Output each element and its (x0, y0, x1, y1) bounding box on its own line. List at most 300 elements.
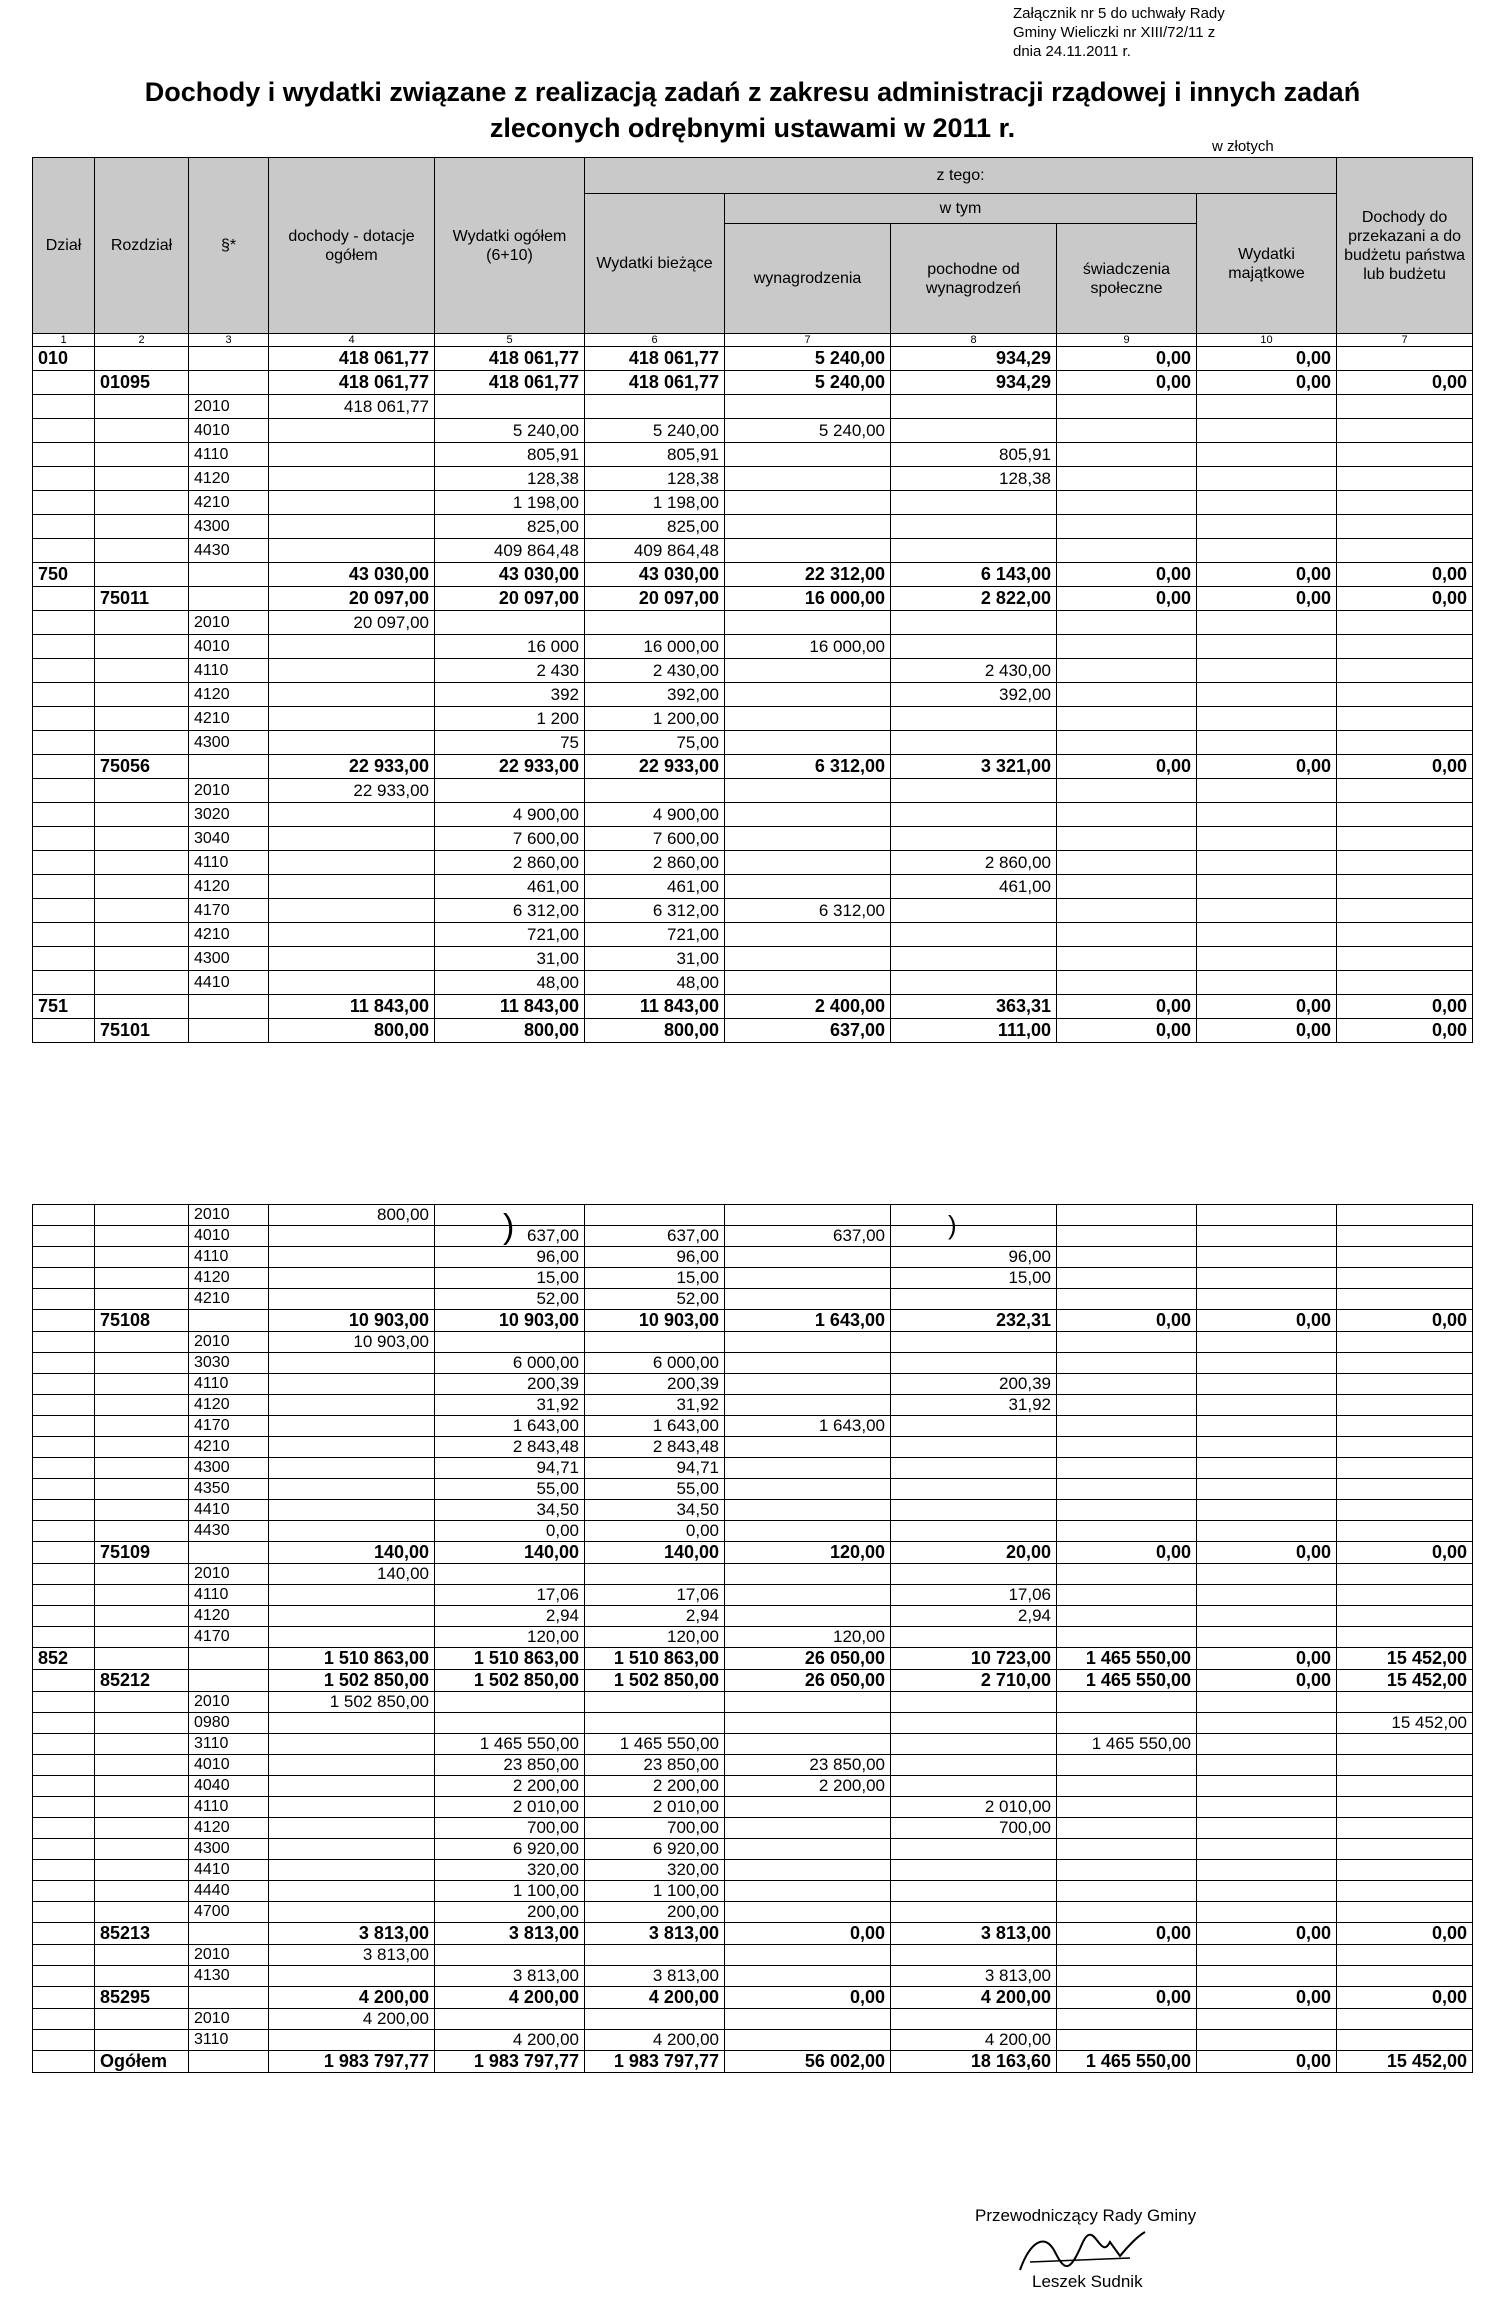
table-cell: 4210 (189, 491, 269, 515)
table-cell (1057, 851, 1197, 875)
table-cell (269, 1839, 435, 1860)
table-cell (1197, 1374, 1337, 1395)
table-cell: 55,00 (585, 1479, 725, 1500)
table-cell: 75109 (95, 1542, 189, 1564)
table-cell: 20 097,00 (269, 611, 435, 635)
col-z-tego: z tego: (585, 158, 1337, 194)
table-cell (1197, 1416, 1337, 1437)
table-cell: 3 813,00 (891, 1923, 1057, 1945)
table-cell (1057, 2009, 1197, 2030)
table-cell (33, 1019, 95, 1043)
table-cell: 0,00 (1337, 587, 1473, 611)
signature-role: Przewodniczący Rady Gminy (975, 2206, 1197, 2225)
table-cell (189, 371, 269, 395)
table-cell: 4210 (189, 707, 269, 731)
table-cell: 200,39 (891, 1374, 1057, 1395)
table-row (33, 1458, 1473, 1479)
table-cell (269, 1860, 435, 1881)
table-cell (1337, 947, 1473, 971)
table-cell: 461,00 (585, 875, 725, 899)
table-row (33, 827, 1473, 851)
table-cell: 852 (33, 1648, 95, 1670)
table-cell (1337, 1839, 1473, 1860)
table-row (33, 1776, 1473, 1797)
table-cell: 1 465 550,00 (1057, 1648, 1197, 1670)
table-cell: 2 710,00 (891, 1670, 1057, 1692)
table-cell: 0,00 (1197, 1542, 1337, 1564)
table-cell (1197, 779, 1337, 803)
table-cell: 4010 (189, 1755, 269, 1776)
table-cell (95, 995, 189, 1019)
column-number: 1 (33, 334, 95, 347)
table-cell: 111,00 (891, 1019, 1057, 1043)
table-cell (891, 1416, 1057, 1437)
table-cell (95, 1839, 189, 1860)
table-cell: 4350 (189, 1479, 269, 1500)
table-cell: 4120 (189, 1395, 269, 1416)
table-cell (269, 1437, 435, 1458)
table-cell: 637,00 (725, 1226, 891, 1247)
table-cell (33, 1713, 95, 1734)
table-cell: 800,00 (585, 1019, 725, 1043)
table-cell (33, 1437, 95, 1458)
table-cell (1337, 1606, 1473, 1627)
table-cell: 4300 (189, 515, 269, 539)
table-cell (269, 1374, 435, 1395)
table-cell: 6 312,00 (725, 755, 891, 779)
table-cell (1337, 395, 1473, 419)
table-cell (269, 1776, 435, 1797)
table-row (33, 1289, 1473, 1310)
table-cell: 4210 (189, 923, 269, 947)
table-cell: 15 452,00 (1337, 1648, 1473, 1670)
table-cell (1197, 707, 1337, 731)
table-cell (1197, 1226, 1337, 1247)
table-cell (1337, 875, 1473, 899)
table-cell (33, 923, 95, 947)
table-cell: 31,92 (891, 1395, 1057, 1416)
table-cell (1197, 1902, 1337, 1923)
table-cell (33, 1776, 95, 1797)
table-cell: 128,38 (585, 467, 725, 491)
table-cell (1337, 1585, 1473, 1606)
table-cell: 4 200,00 (585, 2030, 725, 2051)
table-cell (33, 803, 95, 827)
table-cell (189, 347, 269, 371)
table-cell (725, 707, 891, 731)
table-cell (1337, 1289, 1473, 1310)
table-cell (269, 443, 435, 467)
table-row (33, 443, 1473, 467)
table-cell (1197, 803, 1337, 827)
table-cell: 0,00 (1057, 755, 1197, 779)
table-cell (725, 923, 891, 947)
table-cell (1197, 611, 1337, 635)
table-cell (1057, 1416, 1197, 1437)
table-cell: 805,91 (891, 443, 1057, 467)
table-cell: 43 030,00 (585, 563, 725, 587)
table-cell (95, 491, 189, 515)
table-row (33, 683, 1473, 707)
table-cell (1337, 1755, 1473, 1776)
table-cell: 96,00 (435, 1247, 585, 1268)
table-cell (725, 2030, 891, 2051)
table-cell (435, 1332, 585, 1353)
table-cell (891, 707, 1057, 731)
unit-label: w złotych (1212, 138, 1274, 155)
document-title (0, 74, 1505, 146)
table-cell: 6 312,00 (435, 899, 585, 923)
table-cell (33, 587, 95, 611)
table-cell (1197, 1564, 1337, 1585)
table-cell (1337, 1268, 1473, 1289)
table-row (33, 1521, 1473, 1542)
table-cell: 2010 (189, 779, 269, 803)
table-cell (33, 1205, 95, 1226)
table-cell (95, 1902, 189, 1923)
table-cell: 3 813,00 (269, 1923, 435, 1945)
table-cell (725, 1437, 891, 1458)
table-cell (891, 1945, 1057, 1966)
col-dzial: Dział (33, 158, 95, 334)
table-cell: 4010 (189, 1226, 269, 1247)
table-cell (1197, 731, 1337, 755)
table-cell (1057, 611, 1197, 635)
table-cell (189, 2051, 269, 2073)
table-cell: 22 933,00 (269, 779, 435, 803)
table-cell (585, 611, 725, 635)
table-cell: 6 920,00 (435, 1839, 585, 1860)
table-cell (585, 2009, 725, 2030)
table-cell (1057, 899, 1197, 923)
table-row (33, 491, 1473, 515)
table-cell (33, 1310, 95, 1332)
table-cell: 3 813,00 (435, 1923, 585, 1945)
table-cell (269, 1585, 435, 1606)
table-cell: 800,00 (435, 1019, 585, 1043)
table-cell (95, 1713, 189, 1734)
table-cell (1057, 1395, 1197, 1416)
table-cell: 20,00 (891, 1542, 1057, 1564)
table-cell (435, 1692, 585, 1713)
table-cell: 1 510 863,00 (435, 1648, 585, 1670)
table-cell: 2010 (189, 1332, 269, 1353)
table-cell: 4120 (189, 1606, 269, 1627)
table-row (33, 515, 1473, 539)
table-cell (95, 779, 189, 803)
table-cell: 418 061,77 (435, 347, 585, 371)
table-cell: 1 465 550,00 (1057, 1734, 1197, 1755)
table-cell (1337, 707, 1473, 731)
table-cell (585, 1205, 725, 1226)
table-cell (189, 1019, 269, 1043)
table-cell (33, 2030, 95, 2051)
table-cell: 0,00 (1057, 1987, 1197, 2009)
col-swiadczenia: świadczenia społeczne (1057, 224, 1197, 334)
table-cell: 52,00 (435, 1289, 585, 1310)
table-cell (1057, 1881, 1197, 1902)
table-cell: 52,00 (585, 1289, 725, 1310)
table-cell (1057, 1945, 1197, 1966)
table-cell: 800,00 (269, 1019, 435, 1043)
table-cell (585, 1945, 725, 1966)
table-cell: 6 143,00 (891, 563, 1057, 587)
note-line: Gminy Wieliczki nr XIII/72/11 z (1013, 24, 1216, 41)
table-cell (33, 755, 95, 779)
table-cell: 0,00 (1337, 563, 1473, 587)
table-cell (189, 1923, 269, 1945)
table-cell (1337, 1353, 1473, 1374)
table-cell (269, 1416, 435, 1437)
table-cell (891, 1734, 1057, 1755)
column-number: 8 (891, 334, 1057, 347)
table-cell (1337, 803, 1473, 827)
table-cell (1337, 1247, 1473, 1268)
table-cell (189, 1648, 269, 1670)
table-cell (891, 395, 1057, 419)
table-row (33, 1734, 1473, 1755)
table-cell (1197, 1268, 1337, 1289)
table-cell (1337, 1500, 1473, 1521)
table-cell: 15 452,00 (1337, 2051, 1473, 2073)
column-number: 4 (269, 334, 435, 347)
table-cell: 4700 (189, 1902, 269, 1923)
table-cell (725, 1500, 891, 1521)
table-cell: 3 321,00 (891, 755, 1057, 779)
table-cell: 0,00 (725, 1987, 891, 2009)
table-cell (269, 1713, 435, 1734)
table-row-subtotal (33, 587, 1473, 611)
table-row (33, 1416, 1473, 1437)
table-cell (269, 659, 435, 683)
table-cell: 11 843,00 (269, 995, 435, 1019)
note-line: dnia 24.11.2011 r. (1013, 43, 1131, 60)
table-cell (95, 2009, 189, 2030)
table-row (33, 1479, 1473, 1500)
table-cell (891, 635, 1057, 659)
table-cell: 750 (33, 563, 95, 587)
table-cell (269, 1289, 435, 1310)
table-cell (95, 1564, 189, 1585)
table-cell (725, 1839, 891, 1860)
table-cell: 0980 (189, 1713, 269, 1734)
table-cell (269, 1734, 435, 1755)
table-cell (1057, 731, 1197, 755)
table-cell (585, 395, 725, 419)
table-cell (33, 1987, 95, 2009)
table-cell (1057, 2030, 1197, 2051)
table-cell (95, 803, 189, 827)
table-cell: 15 452,00 (1337, 1670, 1473, 1692)
table-cell (33, 1839, 95, 1860)
table-cell (1197, 635, 1337, 659)
table-cell (725, 947, 891, 971)
table-cell: 0,00 (1057, 347, 1197, 371)
table-cell: 0,00 (1057, 371, 1197, 395)
table-cell (1337, 347, 1473, 371)
table-cell: 392 (435, 683, 585, 707)
table-cell (725, 1902, 891, 1923)
table-cell (1197, 1332, 1337, 1353)
table-cell (1197, 923, 1337, 947)
table-cell (725, 1458, 891, 1479)
table-cell (33, 1521, 95, 1542)
table-cell: 4120 (189, 467, 269, 491)
table-cell: 1 510 863,00 (585, 1648, 725, 1670)
table-cell (585, 1692, 725, 1713)
table-cell (33, 1395, 95, 1416)
table-cell (1057, 1776, 1197, 1797)
table-cell (1197, 1797, 1337, 1818)
table-cell (1197, 1818, 1337, 1839)
table-cell (1057, 1374, 1197, 1395)
table-cell: 4110 (189, 1374, 269, 1395)
table-cell (1057, 875, 1197, 899)
table-cell: 120,00 (725, 1542, 891, 1564)
table-cell (95, 1818, 189, 1839)
table-cell (1337, 1226, 1473, 1247)
table-cell (33, 1416, 95, 1437)
table-cell (33, 1564, 95, 1585)
table-cell (1057, 707, 1197, 731)
table-row (33, 947, 1473, 971)
table-cell (725, 875, 891, 899)
table-cell (1057, 539, 1197, 563)
table-cell: 17,06 (891, 1585, 1057, 1606)
table-cell (725, 1289, 891, 1310)
table-cell (1197, 491, 1337, 515)
table-cell (1197, 395, 1337, 419)
table-cell: 94,71 (585, 1458, 725, 1479)
table-cell (33, 779, 95, 803)
table-cell: 7 600,00 (435, 827, 585, 851)
table-cell (891, 1755, 1057, 1776)
budget-table-bottom (32, 1204, 1473, 2073)
table-cell (95, 563, 189, 587)
table-cell (33, 1226, 95, 1247)
table-cell (585, 1713, 725, 1734)
table-cell (269, 1755, 435, 1776)
table-cell: 637,00 (725, 1019, 891, 1043)
table-cell (33, 1881, 95, 1902)
table-cell (891, 1713, 1057, 1734)
table-cell: 1 502 850,00 (269, 1670, 435, 1692)
table-row (33, 803, 1473, 827)
table-cell (269, 419, 435, 443)
table-cell (95, 707, 189, 731)
table-cell: 1 983 797,77 (435, 2051, 585, 2073)
table-cell (891, 515, 1057, 539)
table-cell: 43 030,00 (269, 563, 435, 587)
table-cell: 0,00 (1197, 1648, 1337, 1670)
table-cell (585, 1564, 725, 1585)
table-cell: 0,00 (1197, 1670, 1337, 1692)
table-cell: 0,00 (1337, 1542, 1473, 1564)
table-cell (435, 611, 585, 635)
table-cell: 1 200 (435, 707, 585, 731)
table-cell (33, 851, 95, 875)
table-cell (269, 1606, 435, 1627)
table-cell: 1 643,00 (435, 1416, 585, 1437)
table-cell (1337, 1564, 1473, 1585)
col-paragraf: §* (189, 158, 269, 334)
table-cell (1337, 683, 1473, 707)
table-cell (725, 1353, 891, 1374)
table-cell: 2010 (189, 1692, 269, 1713)
table-cell: 1 200,00 (585, 707, 725, 731)
table-row (33, 707, 1473, 731)
table-cell (269, 1966, 435, 1987)
table-cell: 2 430,00 (585, 659, 725, 683)
table-row (33, 1374, 1473, 1395)
table-cell (1197, 1458, 1337, 1479)
table-cell (269, 467, 435, 491)
table-cell: 418 061,77 (269, 371, 435, 395)
table-cell: 1 465 550,00 (585, 1734, 725, 1755)
table-cell (1057, 1521, 1197, 1542)
table-cell: 1 502 850,00 (585, 1670, 725, 1692)
table-cell: 0,00 (585, 1521, 725, 1542)
table-cell (1057, 419, 1197, 443)
table-cell: 2 843,48 (585, 1437, 725, 1458)
table-cell (891, 1332, 1057, 1353)
table-cell (585, 779, 725, 803)
table-cell (95, 899, 189, 923)
table-cell (725, 1713, 891, 1734)
table-cell: 2010 (189, 1205, 269, 1226)
title-line: zleconych odrębnymi ustawami w 2011 r. (489, 113, 1016, 143)
table-row (33, 1818, 1473, 1839)
table-cell (269, 899, 435, 923)
table-cell: 4 200,00 (585, 1987, 725, 2009)
table-cell (1057, 1500, 1197, 1521)
table-cell (269, 731, 435, 755)
table-cell: 0,00 (1337, 755, 1473, 779)
table-cell (1057, 803, 1197, 827)
table-cell: 010 (33, 347, 95, 371)
table-cell (95, 2030, 189, 2051)
table-cell (1197, 1755, 1337, 1776)
table-cell: 6 000,00 (585, 1353, 725, 1374)
table-cell: 75 (435, 731, 585, 755)
table-row (33, 875, 1473, 899)
table-cell: 4110 (189, 1585, 269, 1606)
table-row-subtotal (33, 1542, 1473, 1564)
table-row (33, 1437, 1473, 1458)
table-cell (33, 419, 95, 443)
table-cell: 17,06 (435, 1585, 585, 1606)
table-cell: 2,94 (585, 1606, 725, 1627)
table-cell (1057, 1268, 1197, 1289)
table-cell: 1 198,00 (435, 491, 585, 515)
signature-name: Leszek Sudnik (1032, 2272, 1143, 2291)
table-cell (95, 1606, 189, 1627)
table-cell (33, 1289, 95, 1310)
table-cell (891, 1839, 1057, 1860)
table-cell (891, 1692, 1057, 1713)
table-cell: 22 312,00 (725, 563, 891, 587)
table-cell: 4 200,00 (435, 2030, 585, 2051)
table-cell (269, 1500, 435, 1521)
table-cell (435, 779, 585, 803)
column-number: 7 (1337, 334, 1473, 347)
table-cell: 94,71 (435, 1458, 585, 1479)
table-cell (1337, 659, 1473, 683)
table-cell: 409 864,48 (585, 539, 725, 563)
table-cell (1057, 1479, 1197, 1500)
table-cell: 43 030,00 (435, 563, 585, 587)
table-cell: 31,00 (435, 947, 585, 971)
